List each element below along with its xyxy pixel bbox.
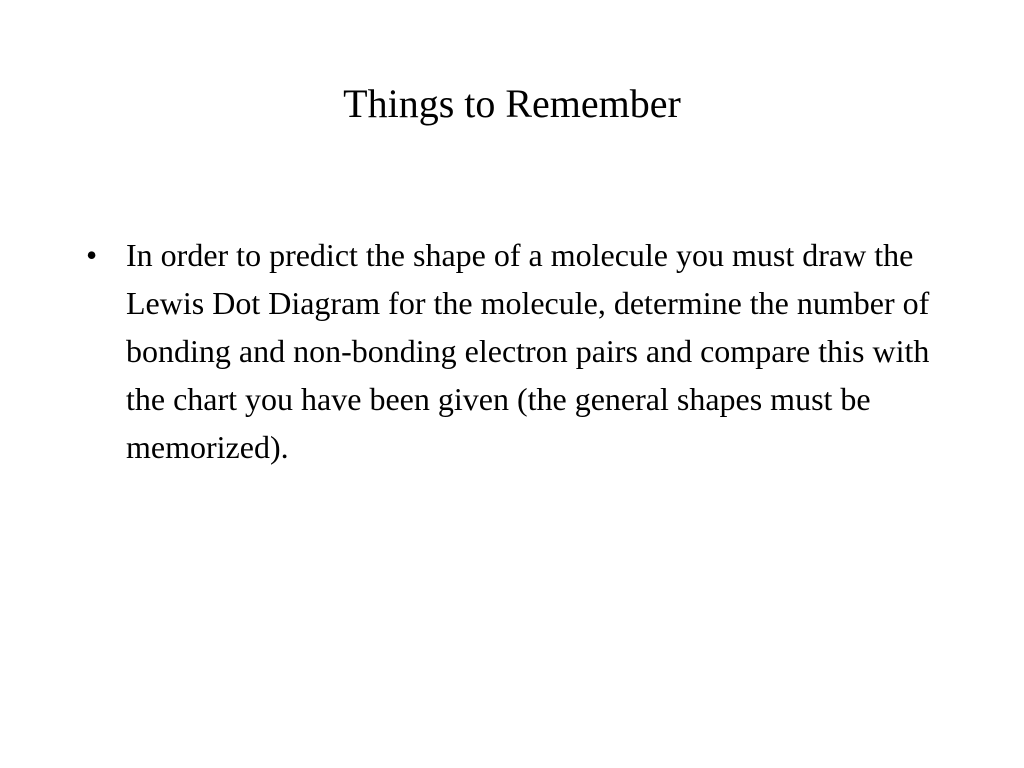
slide-title: Things to Remember bbox=[343, 81, 681, 126]
bullet-list bbox=[86, 231, 936, 471]
bullet-item bbox=[86, 231, 936, 471]
bullet-icon: • bbox=[86, 237, 98, 273]
bullet-text: In order to predict the shape of a molecule you must draw the Lewis Dot Diagram for the molecule, determine the number of bonding and non-bonding electron pairs and compare this with the chart you have been given (the general shapes must be memorized). bbox=[126, 237, 930, 465]
